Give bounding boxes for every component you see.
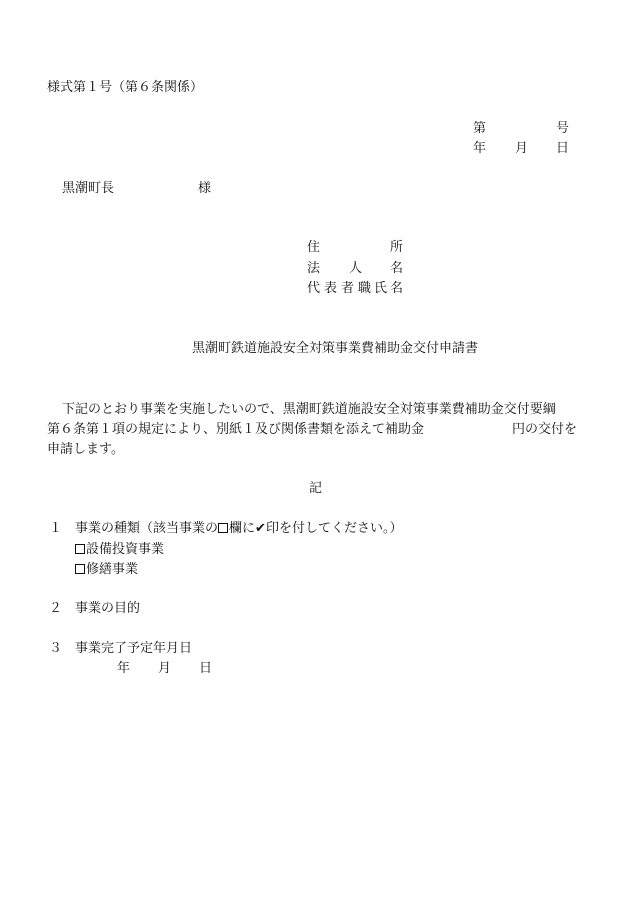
- form-label: 様式第１号（第６条関係）: [47, 80, 204, 95]
- rep-label-char-1: 代: [307, 281, 321, 296]
- addressee-honorific: 様: [198, 181, 212, 196]
- doc-number-suffix: 号: [556, 121, 570, 136]
- item1-number: １: [49, 521, 63, 536]
- item3-year: 年: [117, 661, 131, 676]
- item1-label-b: 欄に: [229, 521, 256, 536]
- checkbox-icon: [218, 523, 228, 533]
- address-label-char-2: 所: [390, 240, 404, 255]
- corp-label-char-2: 人: [349, 261, 363, 276]
- option-label: 修繕事業: [86, 562, 139, 577]
- option-equipment-investment: [75, 542, 164, 558]
- date-month: 月: [515, 141, 529, 156]
- address-label-char-1: 住: [307, 240, 321, 255]
- check-mark-icon: ✔: [255, 521, 266, 536]
- item2-label: 事業の目的: [75, 601, 141, 616]
- item1-label-a: 事業の種類（該当事業の: [75, 521, 219, 536]
- corp-label-char-3: 名: [390, 261, 404, 276]
- rep-label-char-6: 名: [390, 281, 404, 296]
- item3-month: 月: [158, 661, 172, 676]
- item3-label: 事業完了予定年月日: [75, 641, 193, 656]
- item2-number: ２: [49, 601, 63, 616]
- item3-number: ３: [49, 641, 63, 656]
- rep-label-char-5: 氏: [374, 281, 388, 296]
- option-repair: [75, 562, 138, 578]
- item1-label-c: 印を付してください。）: [265, 521, 403, 536]
- item1-label: [75, 521, 402, 537]
- option-label: 設備投資事業: [86, 542, 165, 557]
- doc-number-prefix: 第: [473, 121, 487, 136]
- body-line-2b: 円の交付を: [512, 422, 578, 437]
- checkbox-icon: [75, 544, 85, 554]
- date-day: 日: [556, 141, 570, 156]
- body-line-1: 下記のとおり事業を実施したいので、黒潮町鉄道施設安全対策事業費補助金交付要綱: [62, 402, 556, 417]
- checkbox-icon: [75, 564, 85, 574]
- body-line-2a: 第６条第１項の規定により、別紙１及び関係書類を添えて補助金: [47, 422, 425, 437]
- ki-heading: 記: [309, 481, 323, 496]
- item3-day: 日: [199, 661, 213, 676]
- corp-label-char-1: 法: [307, 261, 321, 276]
- rep-label-char-4: 職: [358, 281, 372, 296]
- addressee-name: 黒潮町長: [62, 181, 115, 196]
- rep-label-char-3: 者: [341, 281, 355, 296]
- document-title: 黒潮町鉄道施設安全対策事業費補助金交付申請書: [192, 341, 479, 356]
- rep-label-char-2: 表: [324, 281, 338, 296]
- body-line-3: 申請します。: [47, 442, 124, 457]
- date-year: 年: [473, 141, 487, 156]
